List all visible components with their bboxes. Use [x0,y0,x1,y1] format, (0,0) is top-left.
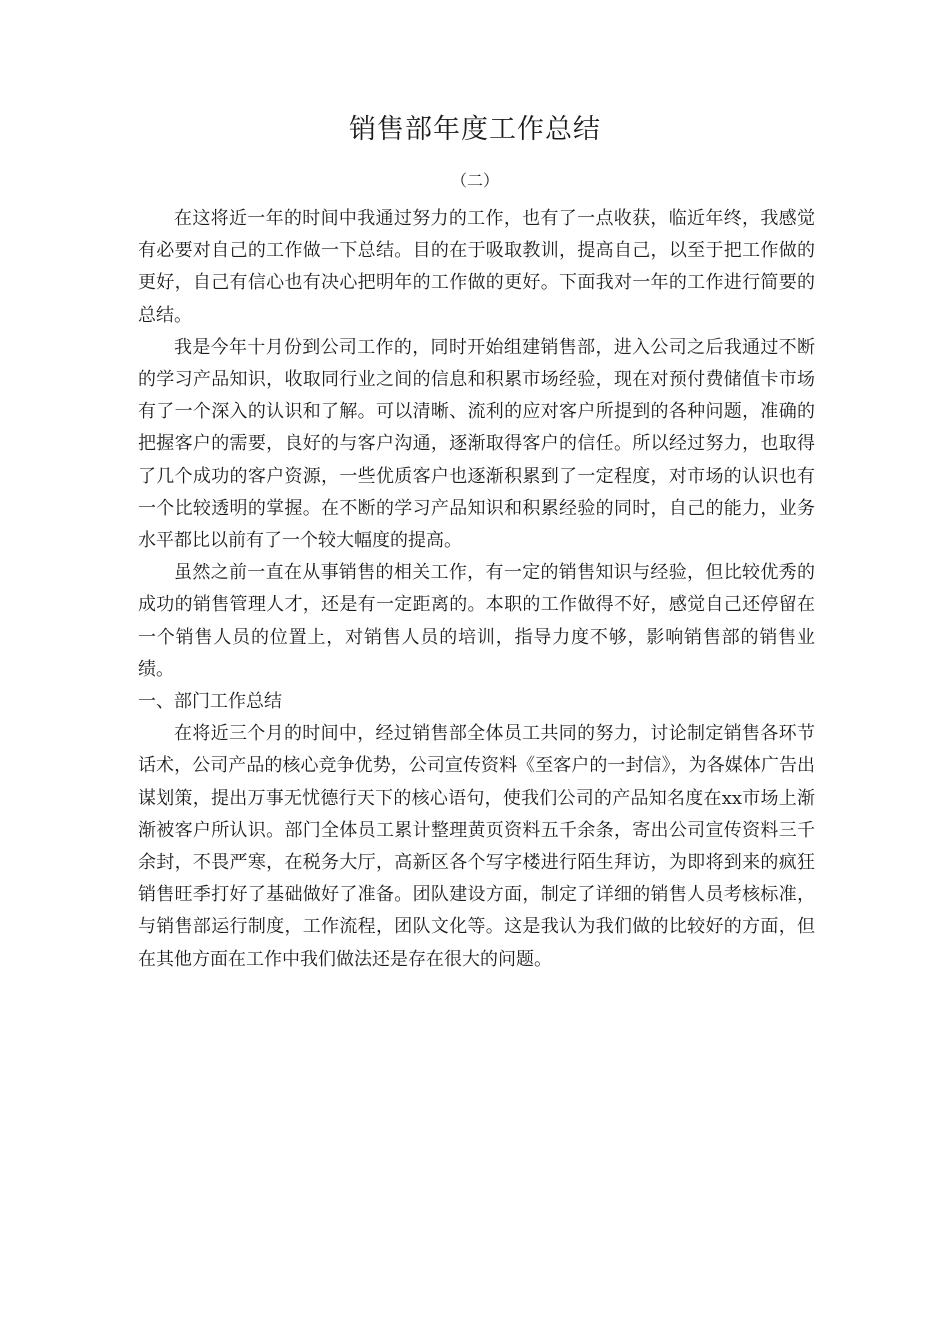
paragraph-department-summary: 在将近三个月的时间中，经过销售部全体员工共同的努力，讨论制定销售各环节话术，公司产品的核心竞争优势，公司宣传资料《至客户的一封信》，为各媒体广告出谋划策，提出万事无忧德行天下的核心语句，使我们公司的产品知名度在xx市场上渐渐被客户所认识。部门全体员工累计整理黄页资料五千余条，寄出公司宣传资料三千余封，不畏严寒，在税务大厅，高新区各个写字楼进行陌生拜访，为即将到来的疯狂销售旺季打好了基础做好了准备。团队建设方面，制定了详细的销售人员考核标准，与销售部运行制度，工作流程，团队文化等。这是我认为我们做的比较好的方面，但在其他方面在工作中我们做法还是存在很大的问题。 [138,723,815,970]
document-title: 销售部年度工作总结 [349,114,601,145]
section-heading: 一、部门工作总结 [138,691,282,713]
paragraph-experience: 我是今年十月份到公司工作的，同时开始组建销售部，进入公司之后我通过不断的学习产品知识，收取同行业之间的信息和积累市场经验，现在对预付费储值卡市场有了一个深入的认识和了解。可以清晰、流利的应对客户所提到的各种问题，准确的把握客户的需要，良好的与客户沟通，逐渐取得客户的信任。所以经过努力，也取得了几个成功的客户资源，一些优质客户也逐渐积累到了一定程度，对市场的认识也有一个比较透明的掌握。在不断的学习产品知识和积累经验的同时，自己的能力，业务水平都比以前有了一个较大幅度的提高。 [138,336,815,552]
document-body [138,203,815,976]
paragraph-intro: 在这将近一年的时间中我通过努力的工作，也有了一点收获，临近年终，我感觉有必要对自己的工作做一下总结。目的在于吸取教训，提高自己，以至于把工作做的更好，自己有信心也有决心把明年的工作做的更好。下面我对一年的工作进行简要的总结。 [138,208,815,326]
paragraph-shortcomings: 虽然之前一直在从事销售的相关工作，有一定的销售知识与经验，但比较优秀的成功的销售管理人才，还是有一定距离的。本职的工作做得不好，感觉自己还停留在一个销售人员的位置上，对销售人员的培训，指导力度不够，影响销售部的销售业绩。 [138,562,815,680]
document-subtitle: （二） [450,171,499,190]
